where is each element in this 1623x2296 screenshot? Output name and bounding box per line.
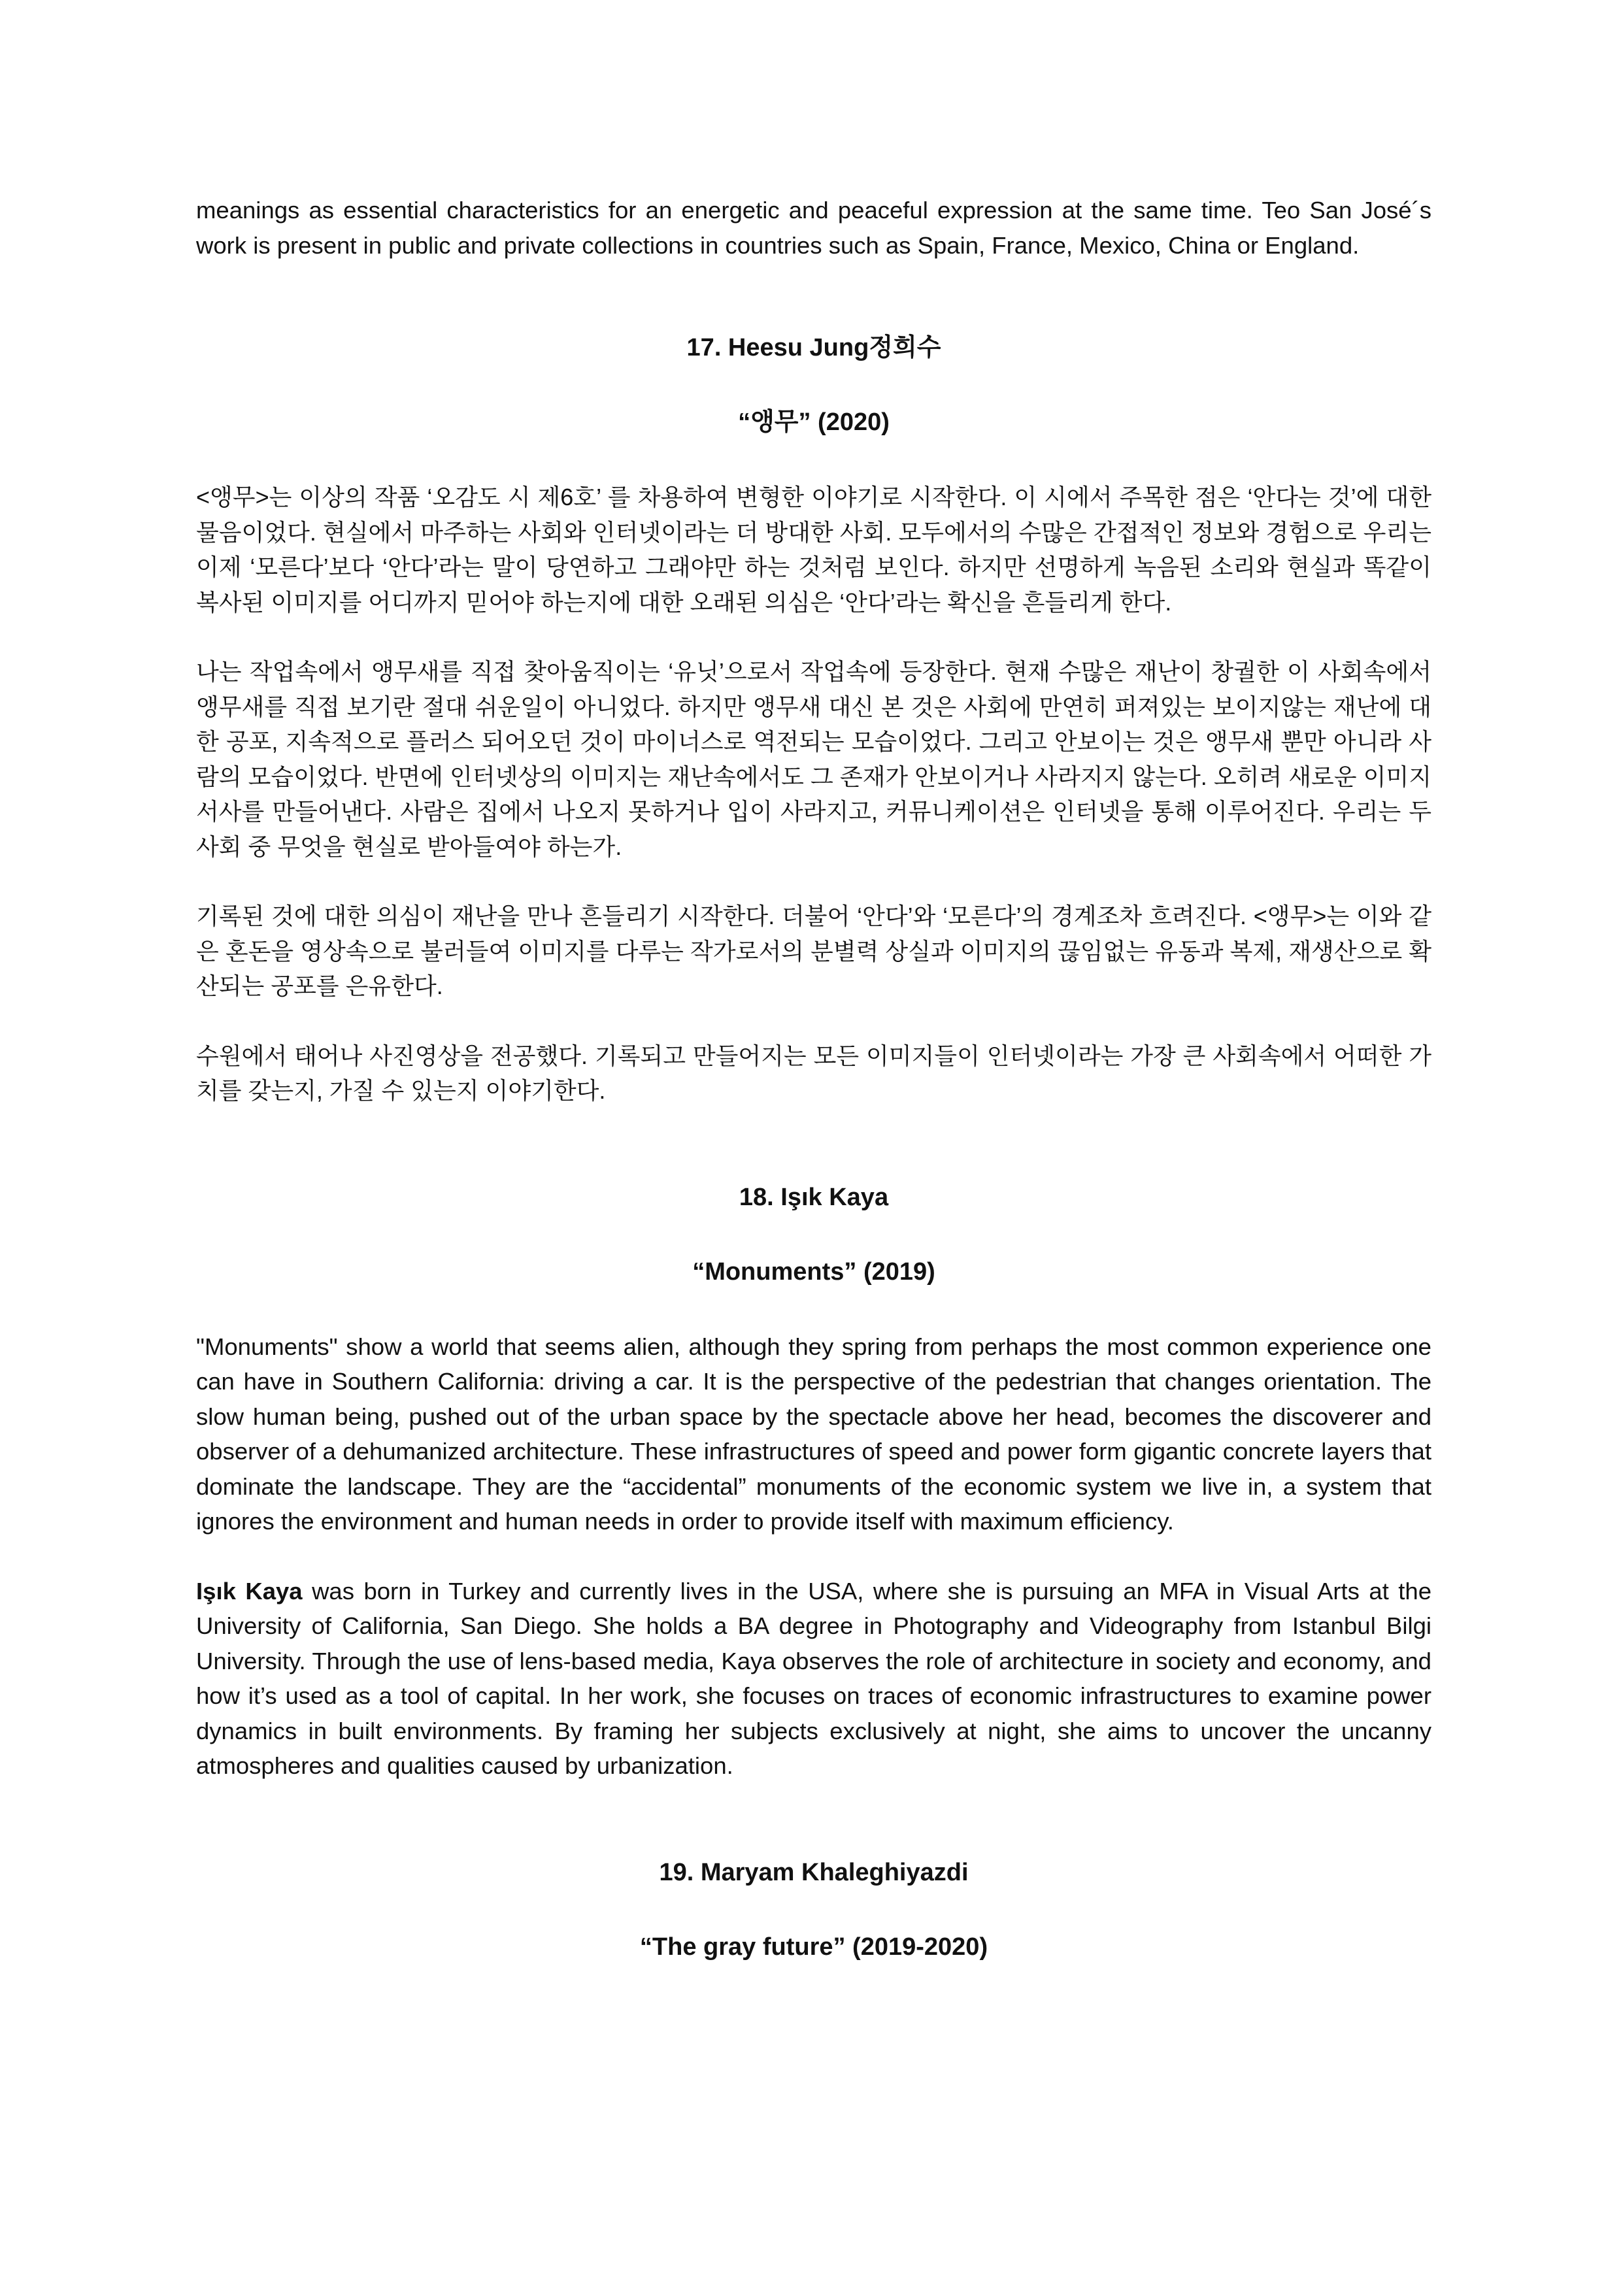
bio-text: was born in Turkey and currently lives in the USA, where she is pursuing an MFA in Visual Arts at the University of California, San Diego. She holds a BA degree in Photography and Videography from Istanbul Bilgi University. Through the use of lens-based media, Kaya observes the role of architecture in society and economy, and how it’s used as a tool of capital. In her work, she focuses on traces of economic infrastructures to examine power dynamics in built environments. By framing her subjects exclusively at night, she aims to uncover the uncanny atmospheres and qualities caused by urbanization. [196,1577,1431,1779]
section-17-paragraph-1: <앵무>는 이상의 작품 ‘오감도 시 제6호’ 를 차용하여 변형한 이야기로 시작한다. 이 시에서 주목한 점은 ‘안다는 것’에 대한 물음이었다. 현실에서 마주하는 사회와 인터넷이라는 더 방대한 사회. 모두에서의 수많은 간접적인 정보와 경험으로 우리는 이제 ‘모른다’보다 ‘안다’라는 말이 당연하고 그래야만 하는 것처럼 보인다. 하지만 선명하게 녹음된 소리와 현실과 똑같이 복사된 이미지를 어디까지 믿어야 하는지에 대한 오래된 의심은 ‘안다’라는 확신을 흔들리게 한다. [196,484,1431,616]
section-17-paragraph-3: 기록된 것에 대한 의심이 재난을 만나 흔들리기 시작한다. 더불어 ‘안다’와 ‘모른다’의 경계조차 흐려진다. <앵무>는 이와 같은 혼돈을 영상속으로 불러들여 이미지를 다루는 작가로서의 분별력 상실과 이미지의 끊임없는 유동과 복제, 재생산으로 확산되는 공포를 은유한다. [196,903,1431,999]
section-17-heading: 17. Heesu Jung정희수 [686,334,941,361]
intro-paragraph: meanings as essential characteristics for an energetic and peaceful expression at the same time. Teo San José´s work is present in public and private collections in countries such as Spain, France, Mexico, China or England. [196,197,1431,259]
section-19-title: “The gray future” (2019-2020) [639,1933,988,1961]
section-17-paragraph-2: 나는 작업속에서 앵무새를 직접 찾아움직이는 ‘유닛’으로서 작업속에 등장한다. 현재 수많은 재난이 창궐한 이 사회속에서 앵무새를 직접 보기란 절대 쉬운일이 아니었다. 하지만 앵무새 대신 본 것은 사회에 만연히 퍼져있는 보이지않는 재난에 대한 공포, 지속적으로 플러스 되어오던 것이 마이너스로 역전되는 모습이었다. 그리고 안보이는 것은 앵무새 뿐만 아니라 사람의 모습이었다. 반면에 인터넷상의 이미지는 재난속에서도 그 존재가 안보이거나 사라지지 않는다. 오히려 새로운 이미지 서사를 만들어낸다. 사람은 집에서 나오지 못하거나 입이 사라지고, 커뮤니케이션은 인터넷을 통해 이루어진다. 우리는 두 사회 중 무엇을 현실로 받아들여야 하는가. [196,658,1431,860]
section-18-paragraph-1: "Monuments" show a world that seems alien, although they spring from perhaps the most common experience one can have in Southern California: driving a car. It is the perspective of the pedestrian that changes orientation. The slow human being, pushed out of the urban space by the spectacle above her head, becomes the discoverer and observer of a dehumanized architecture. These infrastructures of speed and power form gigantic concrete layers that dominate the landscape. They are the “accidental” monuments of the economic system we live in, a system that ignores the environment and human needs in order to provide itself with maximum efficiency. [196,1333,1431,1535]
section-18-title: “Monuments” (2019) [692,1257,935,1286]
section-18-heading: 18. Işık Kaya [739,1183,889,1211]
section-19-heading: 19. Maryam Khaleghiyazdi [659,1858,969,1886]
section-17-title: “앵무” (2020) [738,408,890,436]
section-17-paragraph-4: 수원에서 태어나 사진영상을 전공했다. 기록되고 만들어지는 모든 이미지들이 인터넷이라는 가장 큰 사회속에서 어떠한 가치를 갖는지, 가질 수 있는지 이야기한다. [196,1042,1431,1104]
bio-artist-name: Işık Kaya [196,1577,303,1605]
page-content [196,193,1431,1965]
section-18-bio-paragraph [196,1574,1431,1784]
